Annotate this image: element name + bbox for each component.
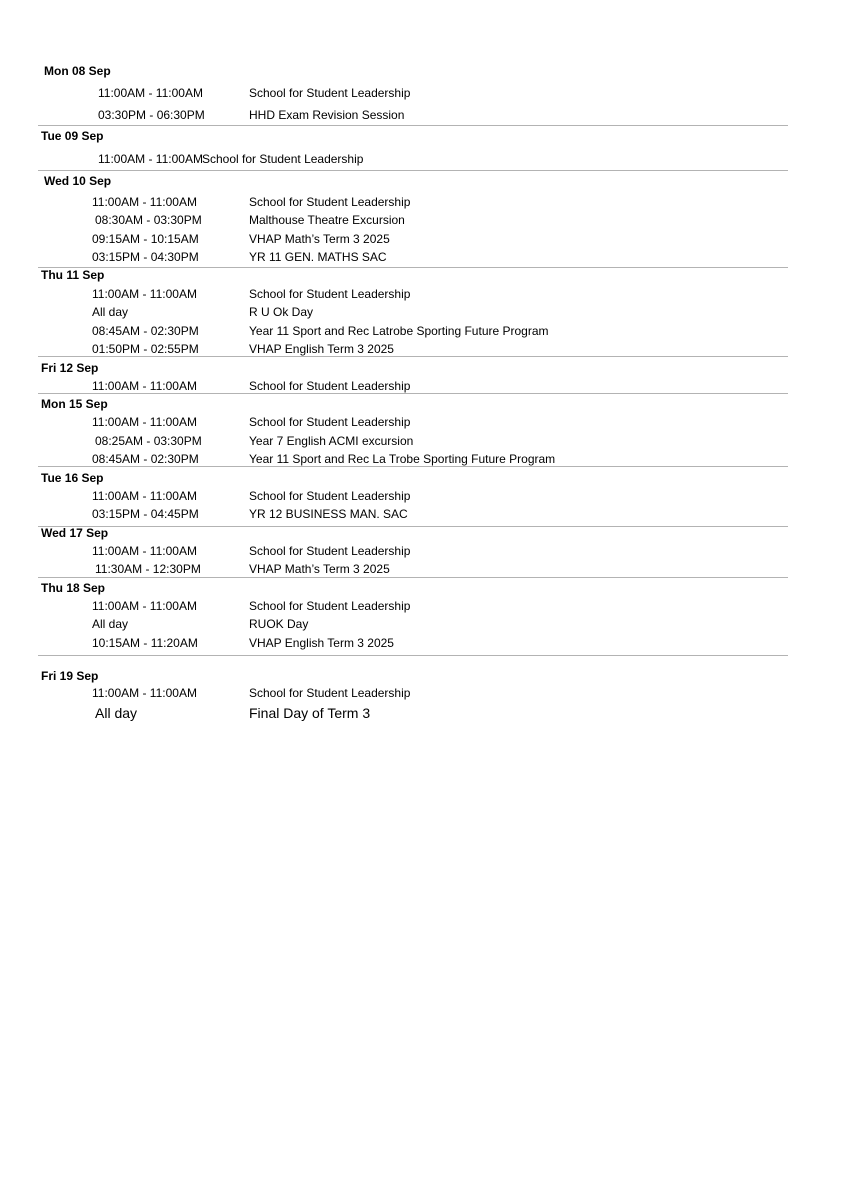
event-time: All day (92, 617, 129, 631)
event-time: 03:30PM - 06:30PM (98, 108, 205, 122)
event-title: School for Student Leadership (249, 415, 411, 429)
event-time: 08:30AM - 03:30PM (95, 213, 202, 227)
event-time: 11:00AM - 11:00AM (92, 686, 197, 700)
event-title: School for Student Leadership (249, 86, 411, 100)
event-title: School for Student Leadership (249, 599, 411, 613)
event-time: All day (95, 705, 138, 721)
event-title: School for Student Leadership (249, 489, 411, 503)
event-time: 01:50PM - 02:55PM (92, 342, 199, 356)
day-heading: Wed 10 Sep (44, 174, 112, 188)
day-divider (38, 170, 788, 171)
event-title: School for Student Leadership (249, 379, 411, 393)
event-title: VHAP Math’s Term 3 2025 (249, 562, 390, 576)
event-title: YR 12 BUSINESS MAN. SAC (249, 507, 408, 521)
day-heading: Thu 18 Sep (41, 581, 106, 595)
event-time: 11:00AM - 11:00AM (92, 287, 197, 301)
event-time: 11:00AM - 11:00AM (98, 86, 203, 100)
day-heading: Tue 09 Sep (41, 129, 104, 143)
day-heading: Thu 11 Sep (41, 268, 105, 282)
event-title: Final Day of Term 3 (249, 705, 371, 721)
day-heading: Tue 16 Sep (41, 471, 104, 485)
event-title: School for Student Leadership (249, 195, 411, 209)
day-heading: Mon 08 Sep (44, 64, 111, 78)
day-divider (38, 125, 788, 126)
day-divider (38, 655, 788, 656)
event-title: VHAP English Term 3 2025 (249, 636, 394, 650)
event-title: Year 11 Sport and Rec Latrobe Sporting Future Program (249, 324, 549, 338)
event-time: 11:00AM - 11:00AM (92, 415, 197, 429)
event-title: Year 7 English ACMI excursion (249, 434, 414, 448)
day-heading: Wed 17 Sep (41, 526, 109, 540)
event-time: 11:30AM - 12:30PM (95, 562, 201, 576)
event-time: 11:00AM - 11:00AM (92, 599, 197, 613)
event-time: 03:15PM - 04:30PM (92, 250, 199, 264)
day-heading: Fri 19 Sep (41, 669, 99, 683)
day-divider (38, 526, 788, 527)
event-time: 08:45AM - 02:30PM (92, 324, 199, 338)
event-title: School for Student Leadership (249, 686, 411, 700)
day-heading: Fri 12 Sep (41, 361, 99, 375)
event-title: Malthouse Theatre Excursion (249, 213, 405, 227)
event-title: School for Student Leadership (249, 287, 411, 301)
event-title: School for Student Leadership (202, 152, 364, 166)
day-divider (38, 267, 788, 268)
event-title: VHAP English Term 3 2025 (249, 342, 394, 356)
day-divider (38, 356, 788, 357)
event-time: 11:00AM - 11:00AM (92, 489, 197, 503)
event-time: 11:00AM - 11:00AM (92, 379, 197, 393)
event-title: RUOK Day (249, 617, 309, 631)
event-title: Year 11 Sport and Rec La Trobe Sporting Future Program (249, 452, 556, 466)
event-time: All day (92, 305, 129, 319)
event-time: 08:25AM - 03:30PM (95, 434, 202, 448)
event-time: 11:00AM - 11:00AM (92, 195, 197, 209)
event-title: YR 11 GEN. MATHS SAC (249, 250, 387, 264)
event-time: 09:15AM - 10:15AM (92, 232, 199, 246)
event-time: 03:15PM - 04:45PM (92, 507, 199, 521)
event-title: VHAP Math’s Term 3 2025 (249, 232, 390, 246)
event-time: 11:00AM - 11:00AM (92, 544, 197, 558)
day-divider (38, 466, 788, 467)
event-time: 11:00AM - 11:00AM (98, 152, 203, 166)
event-time: 08:45AM - 02:30PM (92, 452, 199, 466)
event-title: HHD Exam Revision Session (249, 108, 405, 122)
event-title: R U Ok Day (249, 305, 314, 319)
event-time: 10:15AM - 11:20AM (92, 636, 198, 650)
day-heading: Mon 15 Sep (41, 397, 108, 411)
event-title: School for Student Leadership (249, 544, 411, 558)
day-divider (38, 577, 788, 578)
day-divider (38, 393, 788, 394)
